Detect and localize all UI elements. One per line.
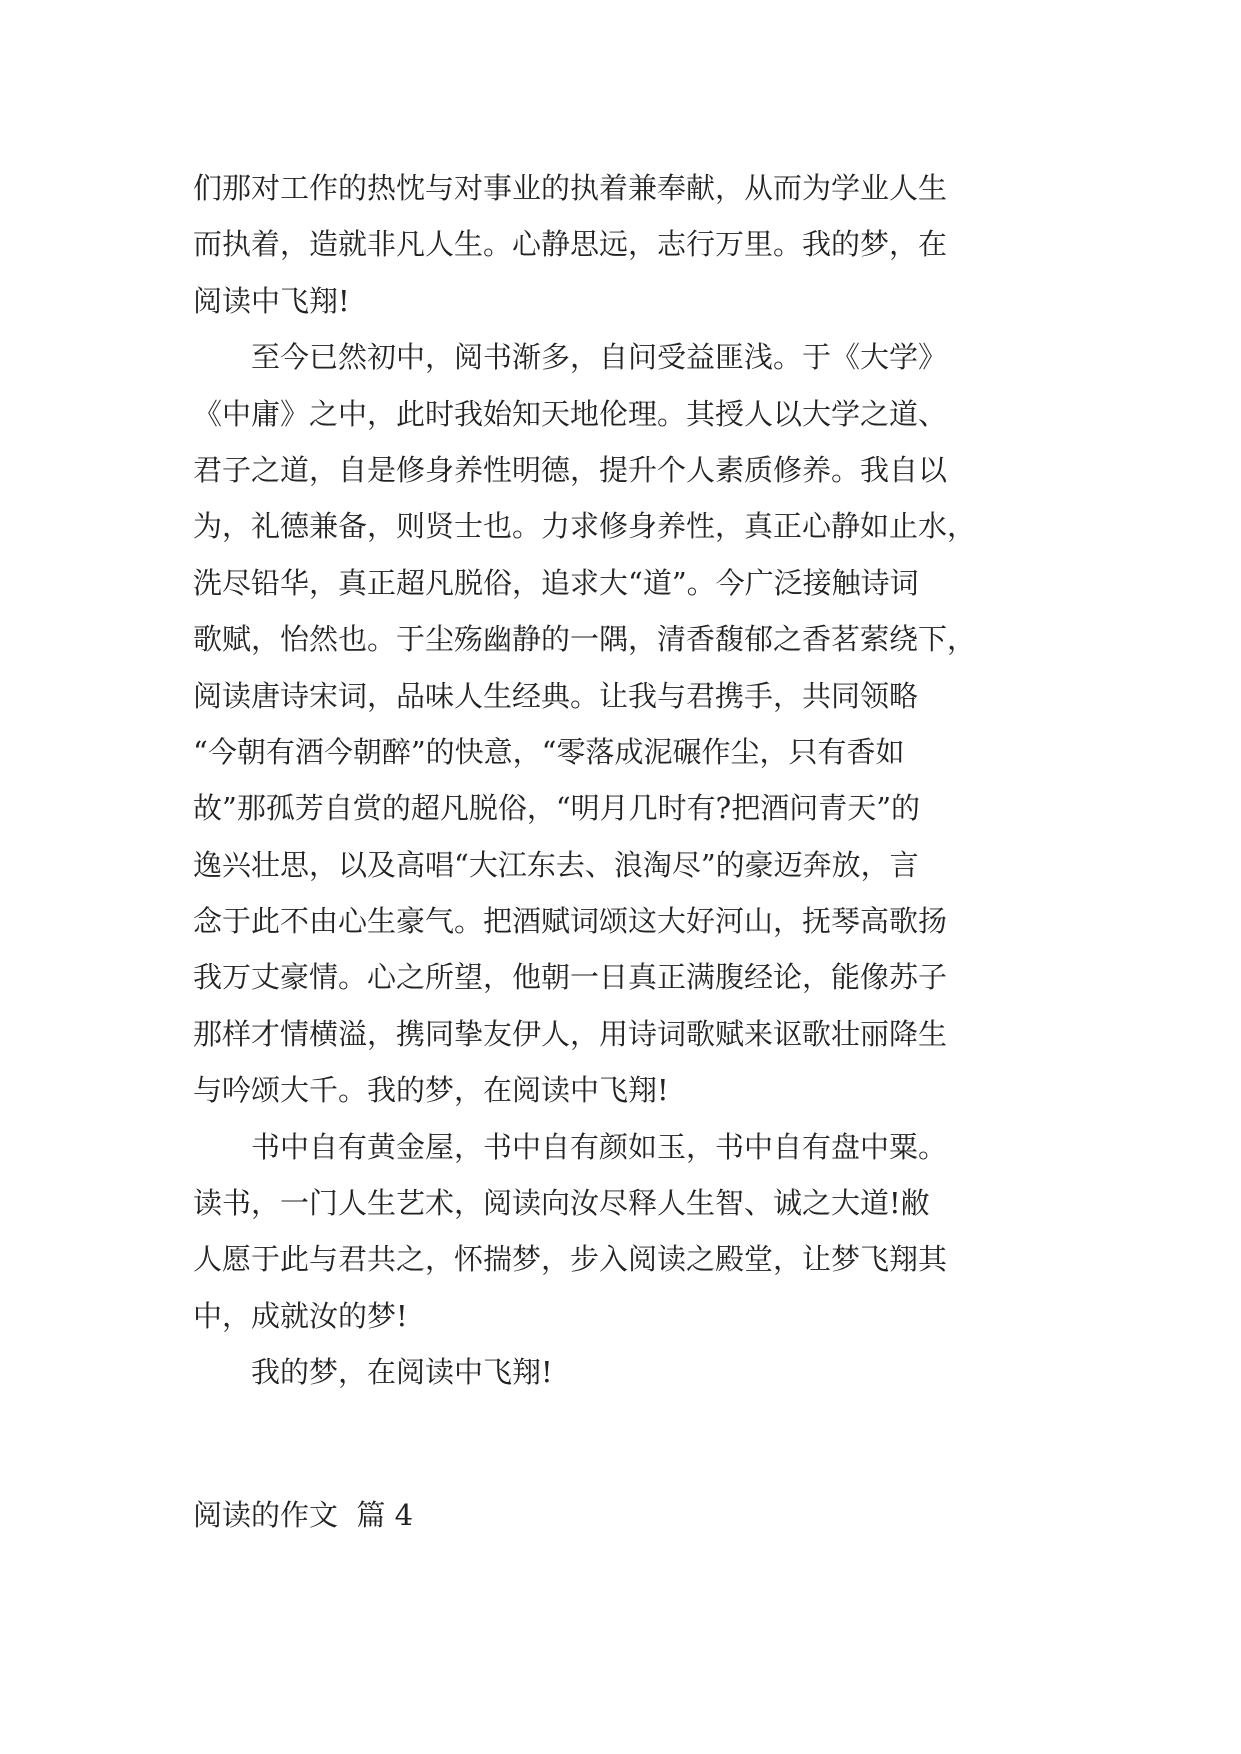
text-line: 故”那孤芳自赏的超凡脱俗，“明月几时有?把酒问青天”的 bbox=[193, 791, 921, 826]
text-line: “今朝有酒今朝醉”的快意，“零落成泥碾作尘，只有香如 bbox=[193, 734, 905, 769]
section-heading: 阅读的作文 篇 4 bbox=[193, 1498, 414, 1532]
text-line: 至今已然初中，阅书渐多，自问受益匪浅。于《大学》 bbox=[251, 340, 948, 375]
text-line: 我的梦，在阅读中飞翔! bbox=[251, 1355, 553, 1390]
text-line: 书中自有黄金屋，书中自有颜如玉，书中自有盘中粟。 bbox=[251, 1129, 948, 1164]
essay-body bbox=[193, 160, 1053, 1401]
text-line: 阅读中飞翔! bbox=[193, 283, 350, 318]
paragraph bbox=[193, 1344, 1053, 1400]
text-line: 君子之道，自是修身养性明德，提升个人素质修养。我自以 bbox=[193, 452, 948, 487]
text-line: 我万丈豪情。心之所望，他朝一日真正满腹经论，能像苏子 bbox=[193, 960, 948, 995]
text-line: 阅读唐诗宋词，品味人生经典。让我与君携手，共同领略 bbox=[193, 678, 919, 713]
text-line: 读书，一门人生艺术，阅读向汝尽释人生智、诚之大道!敝 bbox=[193, 1186, 930, 1221]
text-line: 人愿于此与君共之，怀揣梦，步入阅读之殿堂，让梦飞翔其 bbox=[193, 1242, 948, 1277]
text-line: 那样才情横溢，携同挚友伊人，用诗词歌赋来讴歌壮丽降生 bbox=[193, 1016, 948, 1051]
text-line: 逸兴壮思，以及高唱“大江东去、浪淘尽”的豪迈奔放，言 bbox=[193, 847, 919, 882]
paragraph bbox=[193, 329, 1053, 1118]
text-line: 中，成就汝的梦! bbox=[193, 1298, 408, 1333]
text-line: 们那对工作的热忱与对事业的执着兼奉献，从而为学业人生 bbox=[193, 171, 948, 205]
text-line: 《中庸》之中，此时我始知天地伦理。其授人以大学之道、 bbox=[193, 396, 948, 431]
text-line: 洗尽铅华，真正超凡脱俗，追求大“道”。今广泛接触诗词 bbox=[193, 565, 919, 600]
text-line: 与吟颂大千。我的梦，在阅读中飞翔! bbox=[193, 1073, 669, 1108]
paragraph bbox=[193, 160, 1053, 329]
text-line: 歌赋，怡然也。于尘殇幽静的一隅，清香馥郁之香茗萦绕下， bbox=[193, 622, 977, 657]
text-line: 而执着，造就非凡人生。心静思远，志行万里。我的梦，在 bbox=[193, 227, 948, 262]
text-line: 为，礼德兼备，则贤士也。力求修身养性，真正心静如止水， bbox=[193, 509, 977, 544]
text-line: 念于此不由心生豪气。把酒赋词颂这大好河山，抚琴高歌扬 bbox=[193, 904, 948, 939]
paragraph bbox=[193, 1119, 1053, 1345]
